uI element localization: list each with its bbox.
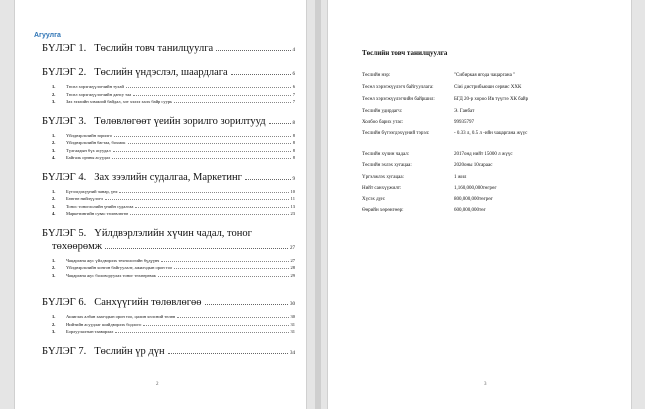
toc-subsection-title: Ашиглах албан хаагчдын орон тоо, цалин хөлсний төлөв <box>66 314 176 319</box>
toc-chapter-title: Үйлдвэрлэлийн хүчин чадал, тоног <box>94 227 252 239</box>
toc-leader-dots <box>231 74 291 75</box>
toc-heading: Агуулга <box>34 32 61 39</box>
toc-chapter-number: БҮЛЭГ 4. <box>42 171 87 183</box>
toc-chapter-number: БҮЛЭГ 1. <box>42 43 87 54</box>
toc-page-number: 10 <box>290 188 295 194</box>
toc-subsection-title: Байгаль орчны асуудал <box>66 155 111 160</box>
info-row <box>362 130 527 137</box>
page-number: 2 <box>156 382 159 387</box>
toc-subsection-title: Зах зээлийн хэмжээй байдал, хэт хэлхэ халх байр суурь <box>66 99 173 104</box>
toc-subsection-title: Түлгаадын бүх асуудал <box>66 147 111 153</box>
toc-leader-dots <box>113 151 291 152</box>
toc-chapter-title: Зах зээлийн судалгаа, Маркетинг <box>94 171 242 183</box>
toc-leader-dots <box>177 317 288 318</box>
toc-subsection-entry[interactable] <box>42 91 295 99</box>
toc-subsection-title: Үйлдвэрлэлийн зорилго <box>66 132 113 138</box>
toc-leader-dots <box>216 50 290 51</box>
toc-subsection-number: 1. <box>52 257 56 263</box>
toc-page-number: 8 <box>292 147 295 153</box>
toc-page-number: 8 <box>292 140 295 145</box>
toc-page-number: 7 <box>292 99 295 104</box>
toc-chapter-title-cont: төхөөрөмж <box>52 240 102 252</box>
info-value: БГД 20-р хороо Ив түүгээ ХК байр <box>454 97 529 102</box>
toc-chapter-title: Төслийн үр дүн <box>94 345 165 357</box>
toc-page-number: 8 <box>292 120 295 126</box>
toc-page-number: 29 <box>290 272 295 278</box>
toc-page-number: 31 <box>290 321 295 327</box>
toc-leader-dots <box>205 304 288 305</box>
page-number: 3 <box>484 382 487 387</box>
toc-subsection-entry[interactable] <box>42 195 295 203</box>
toc-chapter-entry[interactable] <box>42 171 295 186</box>
toc-subsection-list <box>42 257 295 280</box>
info-row <box>362 151 513 158</box>
vertical-scrollbar[interactable] <box>637 0 645 409</box>
toc-page-number: 31 <box>290 329 295 334</box>
toc-subsection-number: 3. <box>52 203 56 209</box>
info-value: 1,160,000,000төгрөг <box>454 186 497 191</box>
info-value: 2020оны 10сарааc <box>454 163 493 168</box>
toc-subsection-number: 2. <box>52 265 56 270</box>
toc-page-number: 8 <box>292 155 295 160</box>
toc-leader-dots <box>126 87 291 88</box>
toc-subsection-list <box>42 188 295 218</box>
toc-chapter-title: Төслийн үндэслэл, шаардлага <box>94 67 228 78</box>
toc-subsection-title: Бөөгөө нийлүүлэгч <box>66 196 103 201</box>
toc-chapter-entry[interactable] <box>42 42 295 57</box>
info-label: Төслийн хүчин чадал: <box>362 152 410 157</box>
toc-subsection-title: Борлуулалтын тааварлал <box>66 329 114 334</box>
info-label: Төсөл хэрэгжүүлэгчийн байршил: <box>362 97 435 102</box>
toc-leader-dots <box>245 179 291 180</box>
toc-subsection-list <box>42 313 295 336</box>
info-row <box>362 96 528 103</box>
toc-page-number: 13 <box>290 203 295 209</box>
info-row <box>362 84 521 91</box>
toc-leader-dots <box>114 136 291 137</box>
document-page-3 <box>327 0 632 409</box>
toc-leader-dots <box>158 276 289 277</box>
toc-chapter-entry[interactable] <box>42 296 295 311</box>
toc-chapter-entry[interactable] <box>42 227 295 255</box>
toc-page-number: 4 <box>292 48 295 53</box>
toc-page-number: 23 <box>290 211 295 216</box>
toc-page-number: 7 <box>292 91 295 97</box>
info-value: 99935797 <box>454 120 474 125</box>
toc-leader-dots <box>105 248 288 249</box>
info-row <box>362 207 486 214</box>
toc-chapter-number: БҮЛЭГ 3. <box>42 115 87 127</box>
toc-subsection-number: 4. <box>52 211 56 216</box>
toc-subsection-entry[interactable] <box>42 132 295 140</box>
toc-subsection-list <box>42 83 295 106</box>
info-label: Үргэлжлэх хугацаа: <box>362 175 404 180</box>
toc-chapter-entry[interactable] <box>42 345 295 360</box>
info-value: Сіиі дистрибьюшн сервис ХХК <box>454 85 522 90</box>
toc-subsection-title: Маркетингийн сувас төлөвлөгөө <box>66 211 129 216</box>
toc-chapter-title: Төлөвлөгөөт үеийн зорилго зорилтууд <box>94 115 266 127</box>
toc-subsection-entry[interactable] <box>42 203 295 211</box>
toc-subsection-entry[interactable] <box>42 147 295 155</box>
toc-page-number: 34 <box>290 350 295 356</box>
document-page-2 <box>14 0 307 409</box>
section-title: Төслийн товч танилцуулга <box>362 49 448 57</box>
toc-subsection-title: Бүтээгдэхүүний чанар, үнэ <box>66 188 118 194</box>
toc-subsection-entry[interactable] <box>42 257 295 265</box>
toc-page-number: 27 <box>290 257 295 263</box>
toc-subsection-number: 3. <box>52 272 56 278</box>
info-label: Өөрийн хөрөнгөөр: <box>362 208 404 213</box>
toc-subsection-number: 1. <box>52 314 56 319</box>
toc-leader-dots <box>143 325 288 326</box>
toc-subsection-title: Чацаргана жус боловсруулах тоног төхөөрөмж <box>66 272 156 278</box>
toc-leader-dots <box>135 207 288 208</box>
info-value: 800,000,000төгрөг <box>454 197 493 202</box>
info-row <box>362 119 474 126</box>
toc-leader-dots <box>130 214 288 215</box>
toc-page-number: 30 <box>290 302 295 307</box>
toc-subsection-title: Чацаргана жус үйлдвэрлэх технологийн бүдүүвч <box>66 257 160 263</box>
toc-subsection-entry[interactable] <box>42 313 295 321</box>
info-value: - 0.33 л, 0.5 л -ийн чацаргана жүүс <box>454 131 528 136</box>
toc-chapter-entry[interactable] <box>42 66 295 81</box>
toc-subsection-entry[interactable] <box>42 83 295 91</box>
toc-subsection-number: 1. <box>52 84 56 89</box>
toc-page-number: 28 <box>290 265 295 270</box>
toc-subsection-entry[interactable] <box>42 264 295 272</box>
toc-chapter-title: Санхүүгийн төлөвлөгөө <box>94 297 202 308</box>
info-label: Нийт санхүүжилт: <box>362 186 402 191</box>
toc-subsection-title: Нийтийн асуудлаг шийдвэрлэх бодлого <box>66 321 142 327</box>
toc-chapter-number: БҮЛЭГ 5. <box>42 227 87 239</box>
info-value: "Сибиркая ягода чацаргана " <box>454 73 516 78</box>
info-label: Хүсэх дүн: <box>362 197 386 202</box>
toc-subsection-title: Үйлдвэрлэлийн багтаа, бохмок <box>66 140 126 145</box>
toc-page-number: 11 <box>290 196 295 201</box>
info-row <box>362 162 492 169</box>
toc-subsection-entry[interactable] <box>42 154 295 162</box>
toc-subsection-number: 1. <box>52 132 56 138</box>
toc-subsection-entry[interactable] <box>42 139 295 147</box>
info-label: Төслийн эхлэх хугацаа: <box>362 163 412 168</box>
toc-spacer <box>42 279 295 287</box>
toc-page-number: 6 <box>292 84 295 89</box>
info-row <box>362 196 493 203</box>
toc-subsection-entry[interactable] <box>42 98 295 106</box>
toc-leader-dots <box>119 192 288 193</box>
toc-page-number: 27 <box>290 245 295 251</box>
toc-chapter-number: БҮЛЭГ 7. <box>42 345 87 357</box>
toc-leader-dots <box>128 143 291 144</box>
toc-leader-dots <box>161 261 288 262</box>
info-value: 2017онд нийт 15000 л жүүс <box>454 152 513 157</box>
toc-subsection-title: Тонос тоноглолийн үнийн судалгаа <box>66 203 134 209</box>
table-of-contents <box>42 42 295 360</box>
toc-chapter-number: БҮЛЭГ 6. <box>42 297 87 308</box>
toc-leader-dots <box>115 332 288 333</box>
toc-subsection-number: 3. <box>52 99 56 104</box>
toc-page-number: 30 <box>290 314 295 319</box>
toc-subsection-number: 2. <box>52 321 56 327</box>
toc-subsection-title: Үйлдвэрлэлийн хонгон байгуулалт, ажилчдын орон тоо <box>66 265 173 270</box>
toc-subsection-number: 4. <box>52 155 56 160</box>
info-row <box>362 185 497 192</box>
toc-chapter-title: Төслийн товч танилцуулга <box>94 43 214 54</box>
toc-leader-dots <box>133 95 291 96</box>
toc-page-number: 6 <box>292 72 295 77</box>
toc-subsection-number: 3. <box>52 147 56 153</box>
toc-subsection-title: Төсөл хэрэгжүүлэгчийн тухай <box>66 84 124 89</box>
toc-subsection-number: 1. <box>52 188 56 194</box>
toc-leader-dots <box>168 353 288 354</box>
toc-subsection-number: 2. <box>52 91 56 97</box>
toc-subsection-entry[interactable] <box>42 210 295 218</box>
toc-subsection-number: 3. <box>52 329 56 334</box>
toc-page-number: 9 <box>292 176 295 182</box>
info-value: Э. Ганбат <box>454 109 475 114</box>
toc-subsection-list <box>42 132 295 162</box>
toc-subsection-entry[interactable] <box>42 328 295 336</box>
toc-chapter-number: БҮЛЭГ 2. <box>42 67 87 78</box>
info-value: 1 жил <box>454 175 467 180</box>
info-label: Төслийн бүтээгдэхүүний тэрэл: <box>362 131 430 136</box>
info-value: 600,000,000төг <box>454 208 486 213</box>
info-label: Төсөл хэрэгжүүлэгч байгууллага: <box>362 85 434 90</box>
toc-subsection-number: 2. <box>52 140 56 145</box>
toc-subsection-entry[interactable] <box>42 188 295 196</box>
toc-leader-dots <box>105 199 289 200</box>
info-row <box>362 72 515 79</box>
toc-leader-dots <box>112 158 291 159</box>
toc-subsection-entry[interactable] <box>42 272 295 280</box>
toc-leader-dots <box>269 123 291 124</box>
info-label: Холбоо барих утас: <box>362 120 404 125</box>
toc-subsection-entry[interactable] <box>42 321 295 329</box>
toc-chapter-entry[interactable] <box>42 115 295 130</box>
info-label: Төслийн нэр: <box>362 73 391 78</box>
info-label: Төслийн удирдагч: <box>362 109 403 114</box>
toc-leader-dots <box>174 102 291 103</box>
page-separator <box>315 0 321 409</box>
toc-subsection-number: 2. <box>52 196 56 201</box>
info-row <box>362 174 466 181</box>
info-row <box>362 108 474 115</box>
toc-subsection-title: Төсөл хэрэгжүүлэгчийн дансу таа <box>66 91 132 97</box>
toc-page-number: 8 <box>292 132 295 138</box>
toc-leader-dots <box>174 268 288 269</box>
